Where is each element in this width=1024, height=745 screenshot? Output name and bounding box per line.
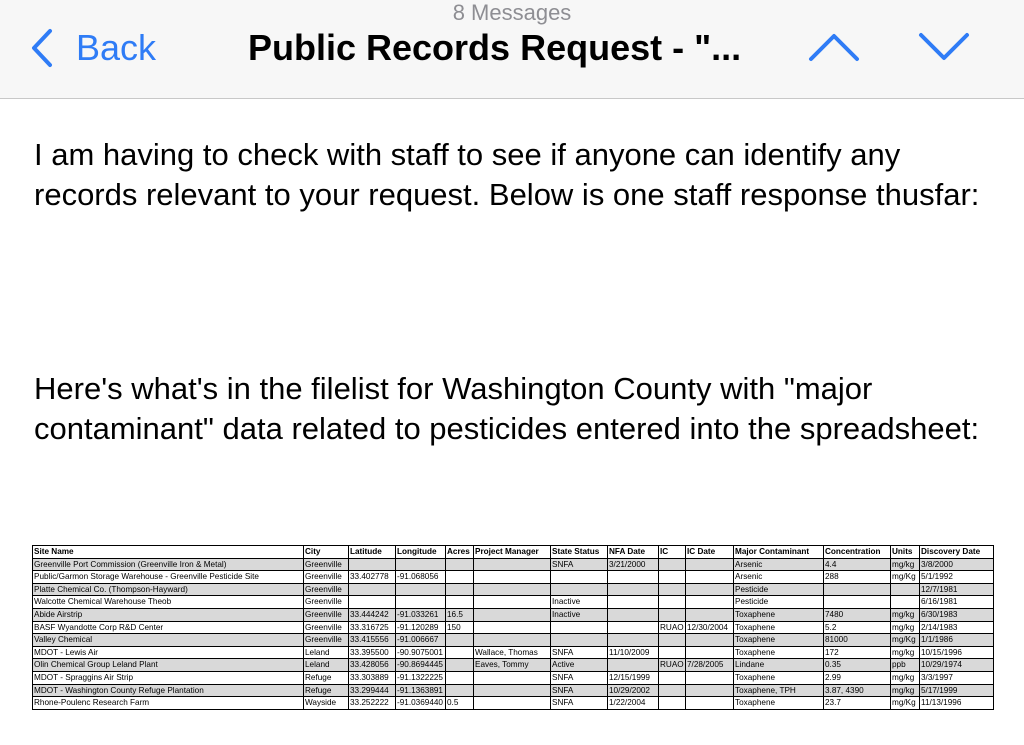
spreadsheet-cell: [474, 621, 551, 634]
spreadsheet-cell: Arsenic: [734, 571, 824, 584]
spreadsheet-cell: MDOT - Spraggins Air Strip: [33, 671, 304, 684]
spreadsheet-cell: [349, 583, 396, 596]
spreadsheet-cell: [659, 697, 686, 710]
spreadsheet-cell: [446, 671, 474, 684]
spreadsheet-cell: Greenville: [304, 608, 349, 621]
spreadsheet-row: [33, 608, 994, 621]
spreadsheet-cell: SNFA: [551, 558, 608, 571]
spreadsheet-cell: [474, 697, 551, 710]
spreadsheet-column-header: Discovery Date: [920, 546, 994, 559]
spreadsheet-cell: Platte Chemical Co. (Thompson-Hayward): [33, 583, 304, 596]
spreadsheet-cell: 12/15/1999: [608, 671, 659, 684]
spreadsheet-cell: Refuge: [304, 684, 349, 697]
spreadsheet-cell: 33.303889: [349, 671, 396, 684]
spreadsheet-cell: [686, 646, 734, 659]
spreadsheet-cell: mg/Kg: [891, 571, 920, 584]
spreadsheet-row: [33, 634, 994, 647]
spreadsheet-cell: Leland: [304, 659, 349, 672]
spreadsheet-cell: -91.0369440: [396, 697, 446, 710]
spreadsheet-cell: mg/kg: [891, 621, 920, 634]
chevron-down-icon: [918, 32, 970, 62]
spreadsheet-cell: [824, 596, 891, 609]
spreadsheet-cell: 33.402778: [349, 571, 396, 584]
spreadsheet-cell: [474, 608, 551, 621]
spreadsheet-cell: 2.99: [824, 671, 891, 684]
spreadsheet-cell: [659, 558, 686, 571]
spreadsheet-cell: [659, 608, 686, 621]
spreadsheet-column-header: Project Manager: [474, 546, 551, 559]
spreadsheet-column-header: City: [304, 546, 349, 559]
spreadsheet-cell: mg/kg: [891, 558, 920, 571]
spreadsheet-cell: [608, 659, 659, 672]
spreadsheet-cell: -91.006667: [396, 634, 446, 647]
spreadsheet-column-header: Units: [891, 546, 920, 559]
spreadsheet-cell: MDOT - Lewis Air: [33, 646, 304, 659]
spreadsheet-cell: 33.395500: [349, 646, 396, 659]
spreadsheet-cell: ppb: [891, 659, 920, 672]
spreadsheet-cell: RUAO: [659, 659, 686, 672]
spreadsheet-cell: [446, 659, 474, 672]
spreadsheet-cell: SNFA: [551, 646, 608, 659]
message-count: 8 Messages: [452, 0, 572, 25]
spreadsheet-row: [33, 621, 994, 634]
spreadsheet-cell: 5.2: [824, 621, 891, 634]
spreadsheet-cell: Arsenic: [734, 558, 824, 571]
spreadsheet-cell: Greenville: [304, 596, 349, 609]
spreadsheet-column-header: Concentration: [824, 546, 891, 559]
spreadsheet-cell: [446, 646, 474, 659]
spreadsheet-cell: [446, 571, 474, 584]
spreadsheet-cell: 6/16/1981: [920, 596, 994, 609]
spreadsheet-cell: [659, 596, 686, 609]
spreadsheet-column-header: IC: [659, 546, 686, 559]
spreadsheet-column-header: IC Date: [686, 546, 734, 559]
spreadsheet-cell: [551, 583, 608, 596]
spreadsheet-cell: 4.4: [824, 558, 891, 571]
spreadsheet-row: [33, 646, 994, 659]
spreadsheet-cell: [659, 646, 686, 659]
spreadsheet-cell: Valley Chemical: [33, 634, 304, 647]
spreadsheet-cell: [686, 697, 734, 710]
message-navbar: [0, 0, 1024, 99]
spreadsheet-cell: [551, 634, 608, 647]
spreadsheet-cell: Toxaphene, TPH: [734, 684, 824, 697]
spreadsheet-cell: 7/28/2005: [686, 659, 734, 672]
back-label: Back: [76, 27, 157, 68]
spreadsheet-cell: [608, 634, 659, 647]
spreadsheet-cell: [396, 596, 446, 609]
spreadsheet-column-header: Major Contaminant: [734, 546, 824, 559]
spreadsheet-cell: Greenville: [304, 583, 349, 596]
spreadsheet-cell: Pesticide: [734, 583, 824, 596]
spreadsheet-cell: 33.299444: [349, 684, 396, 697]
spreadsheet-cell: -90.9075001: [396, 646, 446, 659]
spreadsheet-cell: [446, 596, 474, 609]
spreadsheet-cell: [446, 583, 474, 596]
spreadsheet-cell: Greenville: [304, 634, 349, 647]
spreadsheet-column-header: Longitude: [396, 546, 446, 559]
spreadsheet-cell: 3/8/2000: [920, 558, 994, 571]
spreadsheet-column-header: Site Name: [33, 546, 304, 559]
spreadsheet-cell: [474, 583, 551, 596]
spreadsheet-cell: Greenville: [304, 558, 349, 571]
spreadsheet-cell: Toxaphene: [734, 646, 824, 659]
spreadsheet-cell: Toxaphene: [734, 634, 824, 647]
spreadsheet-cell: [891, 583, 920, 596]
spreadsheet-cell: -91.1363891: [396, 684, 446, 697]
spreadsheet-cell: 150: [446, 621, 474, 634]
spreadsheet-cell: Olin Chemical Group Leland Plant: [33, 659, 304, 672]
spreadsheet-cell: [659, 684, 686, 697]
spreadsheet-cell: [891, 596, 920, 609]
spreadsheet-cell: 10/15/1996: [920, 646, 994, 659]
spreadsheet-cell: -91.120289: [396, 621, 446, 634]
spreadsheet-cell: [686, 684, 734, 697]
spreadsheet-cell: -90.8694445: [396, 659, 446, 672]
spreadsheet-cell: Inactive: [551, 608, 608, 621]
spreadsheet-cell: [659, 671, 686, 684]
spreadsheet-cell: Greenville Port Commission (Greenville Iron & Metal): [33, 558, 304, 571]
spreadsheet-cell: [446, 634, 474, 647]
spreadsheet-cell: [474, 671, 551, 684]
spreadsheet-cell: mg/Kg: [891, 697, 920, 710]
spreadsheet-cell: RUAO: [659, 621, 686, 634]
spreadsheet-cell: Greenville: [304, 571, 349, 584]
spreadsheet-body: [33, 558, 994, 709]
spreadsheet-cell: [396, 583, 446, 596]
spreadsheet-cell: [349, 596, 396, 609]
spreadsheet-cell: 3/21/2000: [608, 558, 659, 571]
spreadsheet-cell: 12/30/2004: [686, 621, 734, 634]
spreadsheet-cell: Rhone-Poulenc Research Farm: [33, 697, 304, 710]
spreadsheet-cell: [686, 571, 734, 584]
spreadsheet-cell: 33.415556: [349, 634, 396, 647]
spreadsheet-cell: [686, 583, 734, 596]
spreadsheet-cell: Toxaphene: [734, 697, 824, 710]
spreadsheet-row: [33, 671, 994, 684]
spreadsheet-cell: Leland: [304, 646, 349, 659]
spreadsheet-cell: Greenville: [304, 621, 349, 634]
spreadsheet-cell: Toxaphene: [734, 608, 824, 621]
spreadsheet-column-header: State Status: [551, 546, 608, 559]
spreadsheet-cell: Inactive: [551, 596, 608, 609]
spreadsheet-cell: 7480: [824, 608, 891, 621]
spreadsheet-cell: [686, 608, 734, 621]
spreadsheet-cell: SNFA: [551, 697, 608, 710]
spreadsheet-column-header: Acres: [446, 546, 474, 559]
spreadsheet-cell: [608, 596, 659, 609]
spreadsheet-cell: [659, 583, 686, 596]
spreadsheet-cell: mg/kg: [891, 608, 920, 621]
spreadsheet-cell: -91.1322225: [396, 671, 446, 684]
spreadsheet-cell: [608, 608, 659, 621]
spreadsheet-cell: SNFA: [551, 671, 608, 684]
spreadsheet-cell: -91.068056: [396, 571, 446, 584]
spreadsheet-row: [33, 684, 994, 697]
spreadsheet-cell: mg/kg: [891, 671, 920, 684]
spreadsheet-cell: [551, 571, 608, 584]
spreadsheet-cell: MDOT - Washington County Refuge Plantation: [33, 684, 304, 697]
spreadsheet-cell: 33.316725: [349, 621, 396, 634]
spreadsheet-cell: 0.5: [446, 697, 474, 710]
spreadsheet-cell: [686, 596, 734, 609]
spreadsheet-cell: [474, 571, 551, 584]
spreadsheet-cell: [446, 684, 474, 697]
next-message-button[interactable]: [918, 32, 970, 67]
spreadsheet-cell: Public/Garmon Storage Warehouse - Greenville Pesticide Site: [33, 571, 304, 584]
spreadsheet-cell: Active: [551, 659, 608, 672]
spreadsheet-cell: 5/1/1992: [920, 571, 994, 584]
spreadsheet-cell: 0.35: [824, 659, 891, 672]
spreadsheet-cell: [659, 634, 686, 647]
chevron-up-icon: [808, 32, 860, 62]
spreadsheet-row: [33, 583, 994, 596]
spreadsheet-cell: mg/kg: [891, 646, 920, 659]
spreadsheet-row: [33, 659, 994, 672]
spreadsheet-cell: 3.87, 4390: [824, 684, 891, 697]
previous-message-button[interactable]: [808, 32, 860, 67]
spreadsheet-cell: -91.033261: [396, 608, 446, 621]
spreadsheet-cell: SNFA: [551, 684, 608, 697]
spreadsheet-cell: [608, 621, 659, 634]
spreadsheet-cell: Lindane: [734, 659, 824, 672]
email-subject-title: Public Records Request - "...: [248, 27, 742, 68]
spreadsheet-cell: 10/29/2002: [608, 684, 659, 697]
spreadsheet-cell: Toxaphene: [734, 621, 824, 634]
spreadsheet-cell: 172: [824, 646, 891, 659]
spreadsheet-cell: 23.7: [824, 697, 891, 710]
spreadsheet-cell: [824, 583, 891, 596]
contaminant-spreadsheet-image: [32, 545, 994, 710]
spreadsheet-cell: 5/17/1999: [920, 684, 994, 697]
spreadsheet-cell: [474, 596, 551, 609]
spreadsheet-cell: [608, 583, 659, 596]
spreadsheet-cell: [686, 634, 734, 647]
spreadsheet-column-header: NFA Date: [608, 546, 659, 559]
spreadsheet-cell: 16.5: [446, 608, 474, 621]
spreadsheet-cell: [659, 571, 686, 584]
spreadsheet-column-header: Latitude: [349, 546, 396, 559]
spreadsheet-cell: Refuge: [304, 671, 349, 684]
spreadsheet-cell: [446, 558, 474, 571]
spreadsheet-cell: mg/Kg: [891, 634, 920, 647]
spreadsheet-cell: [686, 671, 734, 684]
spreadsheet-cell: 11/10/2009: [608, 646, 659, 659]
spreadsheet-cell: 11/13/1996: [920, 697, 994, 710]
spreadsheet-cell: [608, 571, 659, 584]
spreadsheet-cell: 33.428056: [349, 659, 396, 672]
spreadsheet-cell: 288: [824, 571, 891, 584]
spreadsheet-cell: 81000: [824, 634, 891, 647]
back-button[interactable]: [30, 26, 156, 70]
spreadsheet-cell: [551, 621, 608, 634]
spreadsheet-cell: [349, 558, 396, 571]
spreadsheet-cell: 3/3/1997: [920, 671, 994, 684]
spreadsheet-cell: [474, 558, 551, 571]
spreadsheet-cell: [396, 558, 446, 571]
spreadsheet-cell: 12/7/1981: [920, 583, 994, 596]
spreadsheet-cell: Wayside: [304, 697, 349, 710]
spreadsheet-cell: [474, 684, 551, 697]
spreadsheet-cell: BASF Wyandotte Corp R&D Center: [33, 621, 304, 634]
spreadsheet-cell: 6/30/1983: [920, 608, 994, 621]
email-paragraph-2: Here's what's in the filelist for Washington County with "major contaminant" data related to pesticides entered into the spreadsheet:: [34, 371, 980, 446]
email-paragraph-1: I am having to check with staff to see if anyone can identify any records relevant to your request. Below is one staff response thusfar:: [34, 137, 980, 212]
spreadsheet-cell: Eaves, Tommy: [474, 659, 551, 672]
spreadsheet-cell: 1/22/2004: [608, 697, 659, 710]
spreadsheet-cell: [474, 634, 551, 647]
spreadsheet-cell: Walcotte Chemical Warehouse Theob: [33, 596, 304, 609]
spreadsheet-cell: [686, 558, 734, 571]
spreadsheet-cell: 33.252222: [349, 697, 396, 710]
spreadsheet-cell: 10/29/1974: [920, 659, 994, 672]
spreadsheet-row: [33, 596, 994, 609]
spreadsheet-cell: 1/1/1986: [920, 634, 994, 647]
spreadsheet-row: [33, 571, 994, 584]
spreadsheet-cell: mg/kg: [891, 684, 920, 697]
spreadsheet-row: [33, 558, 994, 571]
spreadsheet-cell: 2/14/1983: [920, 621, 994, 634]
spreadsheet-cell: Pesticide: [734, 596, 824, 609]
spreadsheet-cell: Abide Airstrip: [33, 608, 304, 621]
spreadsheet-row: [33, 697, 994, 710]
spreadsheet-header-row: [33, 546, 994, 559]
chevron-left-icon: [30, 28, 54, 68]
spreadsheet-cell: 33.444242: [349, 608, 396, 621]
spreadsheet-cell: Toxaphene: [734, 671, 824, 684]
spreadsheet-cell: Wallace, Thomas: [474, 646, 551, 659]
